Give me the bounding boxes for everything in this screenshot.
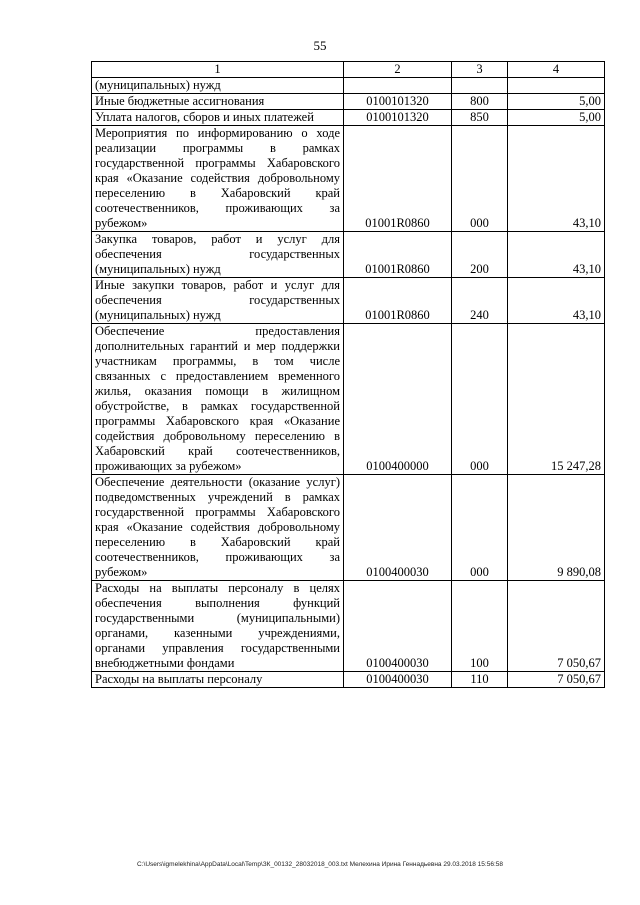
table-header-row [92,62,605,78]
table-row [92,126,605,232]
table-row [92,278,605,324]
row-amount: 7 050,67 [508,581,605,672]
table-row [92,94,605,110]
row-expense-type: 000 [452,324,508,475]
table-row [92,581,605,672]
column-header: 2 [344,62,452,78]
row-amount: 43,10 [508,232,605,278]
row-name: Иные бюджетные ассигнования [92,94,344,110]
budget-table [91,61,605,688]
row-expense-type: 110 [452,672,508,688]
row-name: Расходы на выплаты персоналу в целях обеспечения выполнения функций государственными (муниципальными) органами, казенными учреждениями, органами управления государственными внебюджетными фондами [92,581,344,672]
column-header: 1 [92,62,344,78]
row-amount: 43,10 [508,278,605,324]
row-name: Расходы на выплаты персоналу [92,672,344,688]
row-name: Обеспечение деятельности (оказание услуг) подведомственных учреждений в рамках государственной программы Хабаровского края «Оказание содействия добровольному переселению в Хабаровский край соотечественников, проживающих за рубежом» [92,475,344,581]
row-target-code: 0100101320 [344,110,452,126]
row-expense-type: 800 [452,94,508,110]
row-target-code: 0100400030 [344,672,452,688]
row-target-code: 01001R0860 [344,278,452,324]
table-row [92,232,605,278]
table-row [92,78,605,94]
row-target-code: 01001R0860 [344,126,452,232]
table-row [92,110,605,126]
row-expense-type: 000 [452,475,508,581]
file-path-footer: C:\Users\igmelekhina\AppData\Local\Temp\ЗК_00132_28032018_003.txt Мелехина Ирина Геннадьевна 29.03.2018 15:56:58 [137,861,503,868]
table-row [92,475,605,581]
row-amount: 15 247,28 [508,324,605,475]
row-target-code: 0100101320 [344,94,452,110]
row-expense-type [452,78,508,94]
row-target-code: 0100400000 [344,324,452,475]
row-expense-type: 100 [452,581,508,672]
column-header: 3 [452,62,508,78]
row-expense-type: 240 [452,278,508,324]
row-amount: 5,00 [508,110,605,126]
column-header: 4 [508,62,605,78]
row-name: Мероприятия по информированию о ходе реализации программы в рамках государственной программы Хабаровского края «Оказание содействия добровольному переселению в Хабаровский край соотечественников, проживающих за рубежом» [92,126,344,232]
row-target-code [344,78,452,94]
row-expense-type: 200 [452,232,508,278]
page-number: 55 [313,38,327,53]
row-name: Закупка товаров, работ и услуг для обеспечения государственных (муниципальных) нужд [92,232,344,278]
row-amount: 7 050,67 [508,672,605,688]
row-target-code: 0100400030 [344,581,452,672]
row-name: Иные закупки товаров, работ и услуг для обеспечения государственных (муниципальных) нужд [92,278,344,324]
row-target-code: 01001R0860 [344,232,452,278]
row-target-code: 0100400030 [344,475,452,581]
row-name: Обеспечение предоставления дополнительных гарантий и мер поддержки участникам программы, в том числе связанных с предоставлением временного жилья, оказания помощи в жилищном обустройстве, в рамках государственной программы Хабаровского края «Оказание содействия добровольному переселению в Хабаровский край соотечественников, проживающих за рубежом» [92,324,344,475]
row-amount: 43,10 [508,126,605,232]
table-row [92,324,605,475]
row-amount: 9 890,08 [508,475,605,581]
row-amount [508,78,605,94]
row-expense-type: 000 [452,126,508,232]
row-expense-type: 850 [452,110,508,126]
row-name: (муниципальных) нужд [92,78,344,94]
table-row [92,672,605,688]
row-name: Уплата налогов, сборов и иных платежей [92,110,344,126]
row-amount: 5,00 [508,94,605,110]
